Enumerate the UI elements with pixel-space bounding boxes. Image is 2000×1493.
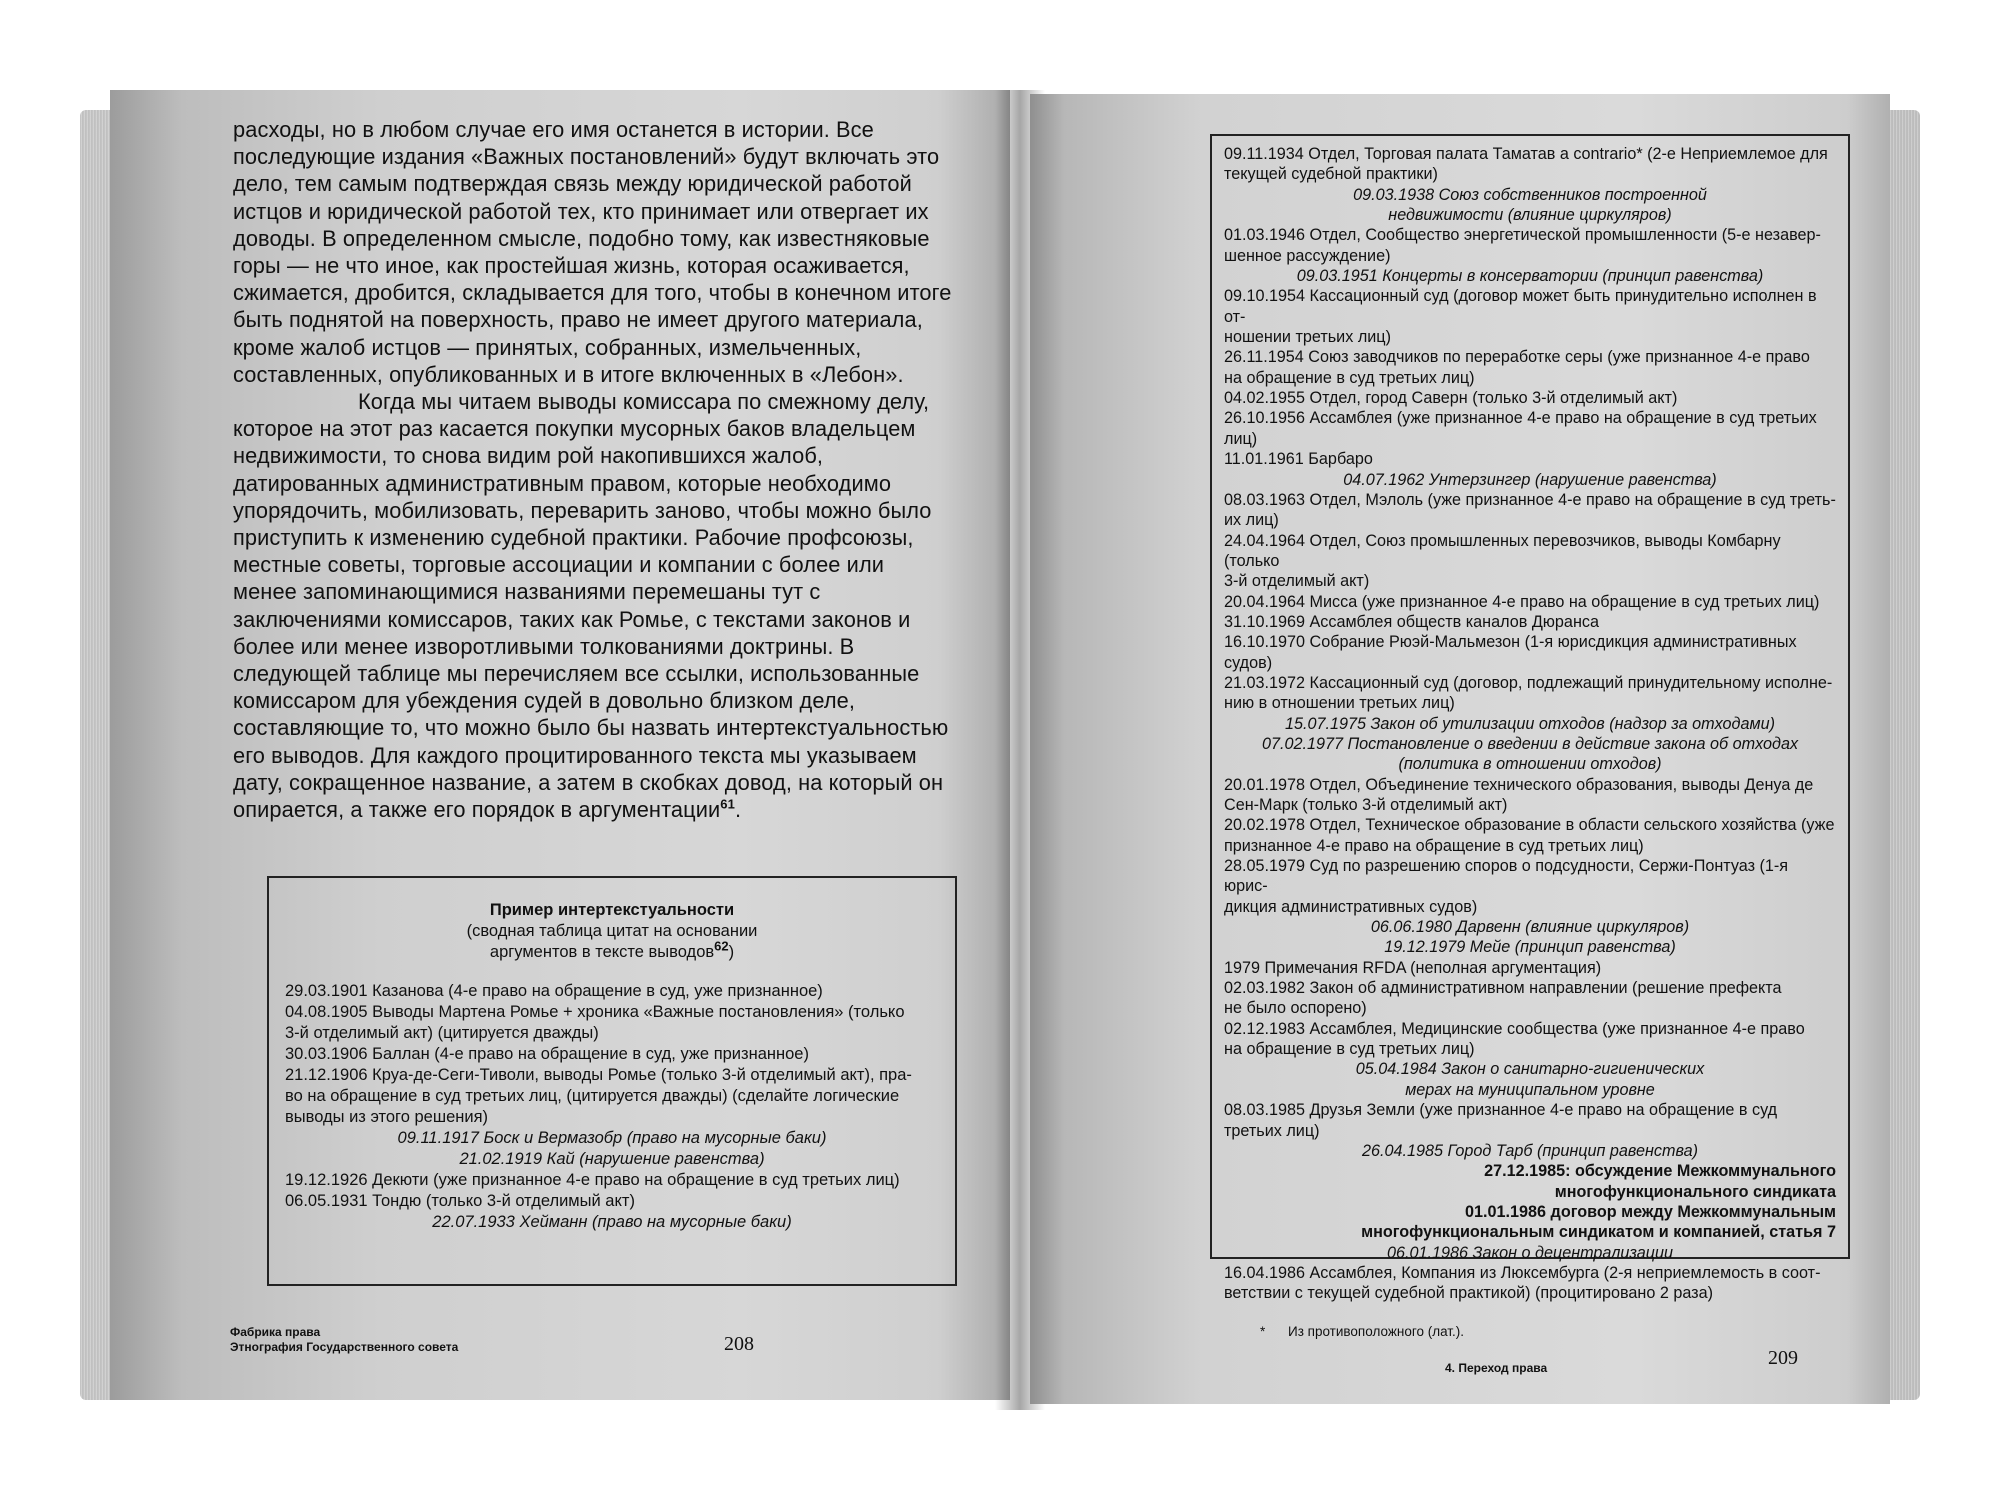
citation-line: их лиц) xyxy=(1224,511,1279,530)
left-page xyxy=(110,90,1010,1400)
citation-line: 05.04.1984 Закон о санитарно-гигиенических xyxy=(1355,1060,1705,1079)
citation-line: многофункционального синдиката xyxy=(1554,1182,1836,1201)
footnote xyxy=(1224,1322,1836,1342)
page-number-right: 209 xyxy=(1768,1347,1798,1369)
citation-line: шенное рассуждение) xyxy=(1224,246,1391,265)
left-running-footer xyxy=(230,1325,458,1355)
citation-line: 08.03.1963 Отдел, Мэлоль (уже признанное 4-е право на обращение в суд треть- xyxy=(1224,490,1836,509)
list-item: во на обращение в суд третьих лиц, (цитируется дважды) (сделайте логические xyxy=(285,1087,900,1105)
citation-line: 08.03.1985 Друзья Земли (уже признанное 4-е право на обращение в суд третьих лиц) xyxy=(1224,1101,1778,1140)
book-subtitle: Этнография Государственного совета xyxy=(230,1340,459,1354)
list-item-italic: 09.11.1917 Боск и Вермазобр (право на мусорные баки) xyxy=(397,1129,827,1147)
page-number-left: 208 xyxy=(724,1333,754,1355)
citation-line: 11.01.1961 Барбаро xyxy=(1224,450,1373,469)
footnote-ref-61: 61 xyxy=(720,796,735,812)
citation-line: не было оспорено) xyxy=(1224,999,1367,1018)
citation-line: 28.05.1979 Суд по разрешению споров о подсудности, Сержи-Понтуаз (1-я юрис- xyxy=(1224,857,1789,896)
citation-line: 21.03.1972 Кассационный суд (договор, подлежащий принудительному исполне- xyxy=(1224,673,1833,692)
citation-line: 20.04.1964 Мисса (уже признанное 4-е право на обращение в суд третьих лиц) xyxy=(1224,592,1820,611)
intertextuality-box xyxy=(267,876,957,1286)
citation-line: 09.03.1951 Концерты в консерватории (принцип равенства) xyxy=(1296,267,1764,286)
citation-line: 04.07.1962 Унтерзингер (нарушение равенства) xyxy=(1343,470,1717,489)
citation-line: Сен-Марк (только 3-й отделимый акт) xyxy=(1224,796,1508,814)
citation-line: 1979 Примечания RFDA (неполная аргументация) xyxy=(1224,958,1602,977)
citation-line: 24.04.1964 Отдел, Союз промышленных перевозчиков, выводы Комбарну (только xyxy=(1224,531,1781,570)
citation-line: 09.03.1938 Союз собственников построенной xyxy=(1353,185,1707,204)
citation-line: признанное 4-е право на обращение в суд третьих лиц) xyxy=(1224,836,1644,855)
citation-line: 31.10.1969 Ассамблея обществ каналов Дюранса xyxy=(1224,612,1599,631)
paragraph-2: Когда мы читаем выводы комиссара по смежному делу, которое на этот раз касается покупки мусорных баков владельцем недвижимости, то снова видим рой накопившихся жалоб, датированных административным правом, которые необходимо упорядочить, мобилизовать, переварить заново, чтобы можно было приступить к изменению судебной практики. Рабочие профсоюзы, местные советы, торговые ассоциации и компании с более или менее запоминающимися названиями перемешаны тут с заключениями комиссаров, таких как Ромье, с текстами законов и более или менее изворотливыми толкованиями доктрины. В следующей таблице мы перечисляем все ссылки, использованные комиссаром для убеждения судей в довольно близком деле, составляющие то, что можно было бы назвать интертекстуальностью его выводов. Для каждого процитированного текста мы указываем дату, сокращенное название, а затем в скобках довод, на который он опирается, а также его порядок в аргументации$^{61}$. xyxy=(233,389,949,823)
footnote-ref-62: 62 xyxy=(714,938,729,954)
citation-line: 04.02.1955 Отдел, город Саверн (только 3-й отделимый акт) xyxy=(1224,389,1678,408)
citation-line: многофункциональным синдикатом и компанией, статья 7 xyxy=(1361,1223,1836,1242)
citation-line: на обращение в суд третьих лиц) xyxy=(1224,1040,1475,1059)
chapter-footer: 4. Переход права xyxy=(1445,1361,1548,1375)
list-item: 19.12.1926 Декюти (уже признанное 4-е право на обращение в суд третьих лиц) xyxy=(285,1171,900,1189)
footnote-text: Из противоположного (лат.). xyxy=(1288,1323,1464,1339)
citation-line: 07.02.1977 Постановление о введении в действие закона об отходах xyxy=(1261,734,1799,753)
citation-line: 01.01.1986 договор между Межкоммунальным xyxy=(1465,1202,1836,1221)
citation-line: мерах на муниципальном уровне xyxy=(1405,1080,1655,1099)
citation-line: 16.10.1970 Собрание Рюэй-Мальмезон (1-я юрисдикция административных xyxy=(1224,633,1797,652)
right-page xyxy=(1030,94,1890,1404)
citation-line: 02.12.1983 Ассамблея, Медицинские сообщества (уже признанное 4-е право xyxy=(1224,1019,1805,1038)
citation-line: 27.12.1985: обсуждение Межкоммунального xyxy=(1484,1162,1836,1181)
box-subtitle-close: ) xyxy=(728,943,735,961)
citation-line: судов) xyxy=(1224,653,1273,672)
list-item: 06.05.1931 Тондю (только 3-й отделимый акт) xyxy=(285,1192,635,1210)
box-subtitle-1: (сводная таблица цитат на основании xyxy=(466,922,758,940)
open-book xyxy=(70,90,1930,1410)
citation-line: 01.03.1946 Отдел, Сообщество энергетической промышленности (5-е незавер- xyxy=(1224,226,1821,245)
citation-line: текущей судебной практики) xyxy=(1224,165,1438,184)
citation-line: 16.04.1986 Ассамблея, Компания из Люксембурга (2-я неприемлемость в соот- xyxy=(1224,1263,1821,1282)
box-subtitle-2-text: аргументов в тексте выводов xyxy=(489,943,715,961)
citation-line: на обращение в суд третьих лиц) xyxy=(1224,368,1475,387)
citation-line: 06.01.1986 Закон о децентрализации xyxy=(1387,1243,1673,1262)
left-body-text xyxy=(233,116,953,823)
citation-line: недвижимости (влияние циркуляров) xyxy=(1388,206,1672,225)
citation-line: дикция административных судов) xyxy=(1224,897,1478,916)
box-title: Пример интертекстуальности xyxy=(489,901,735,919)
citation-line: нию в отношении третьих лиц) xyxy=(1224,694,1455,713)
citation-line: (политика в отношении отходов) xyxy=(1398,755,1662,774)
paragraph-2-text: Когда мы читаем выводы комиссара по смежному делу, которое на этот раз касается покупки мусорных баков владельцем недвижимости, то снова видим рой накопившихся жалоб, датированных административным правом, которые необходимо упорядочить, мобилизовать, переварить заново, чтобы можно было приступить к изменению судебной практики. Рабочие профсоюзы, местные советы, торговые ассоциации и компании с более или менее запоминающимися названиями перемешаны тут с заключениями комиссаров, таких как Ромье, с текстами законов и более или менее изворотливыми толкованиями доктрины. В следующей таблице мы перечисляем все ссылки, использованные комиссаром для убеждения судей в довольно близком деле, составляющие то, что можно было бы назвать интертекстуальностью его выводов. Для каждого процитированного текста мы указываем дату, сокращенное название, а затем в скобках довод, на который он опирается, а также его порядок в аргументации xyxy=(233,389,949,823)
list-item: 3-й отделимый акт) (цитируется дважды) xyxy=(285,1024,599,1042)
citation-line: 19.12.1979 Мейе (принцип равенства) xyxy=(1384,938,1676,957)
citation-line: 02.03.1982 Закон об административном направлении (решение префекта xyxy=(1224,979,1782,998)
citation-line: 09.11.1934 Отдел, Торговая палата Таматав a contrario* (2-е Неприемлемое для xyxy=(1224,145,1828,163)
list-item: 30.03.1906 Баллан (4-е право на обращение в суд, уже признанное) xyxy=(285,1045,809,1063)
footnote-mark: * xyxy=(1260,1323,1266,1339)
book-title: Фабрика права xyxy=(230,1325,321,1339)
citation-line: 26.10.1956 Ассамблея (уже признанное 4-е право на обращение в суд третьих лиц) xyxy=(1224,409,1817,448)
citation-line: 15.07.1975 Закон об утилизации отходов (надзор за отходами) xyxy=(1284,714,1775,733)
citations-box xyxy=(1210,134,1850,1339)
citation-line: 20.02.1978 Отдел, Техническое образование в области сельского хозяйства (уже xyxy=(1224,816,1835,835)
citation-line: 26.04.1985 Город Тарб (принцип равенства) xyxy=(1362,1141,1698,1160)
list-item: 29.03.1901 Казанова (4-е право на обращение в суд, уже признанное) xyxy=(285,982,823,1000)
box-subtitle-2 xyxy=(285,938,939,963)
list-item-italic: 22.07.1933 Хейманн (право на мусорные баки) xyxy=(432,1213,792,1231)
citation-line: 06.06.1980 Дарвенн (влияние циркуляров) xyxy=(1370,918,1690,937)
citation-line: 20.01.1978 Отдел, Объединение технического образования, выводы Денуа де xyxy=(1224,775,1814,794)
citation-line: 09.10.1954 Кассационный суд (договор может быть принудительно исполнен в от- xyxy=(1224,287,1817,326)
list-item: 04.08.1905 Выводы Мартена Ромье + хроника «Важные постановления» (только xyxy=(285,1003,905,1021)
paragraph-1: расходы, но в любом случае его имя останется в истории. Все последующие издания «Важных постановлений» будут включать это дело, тем самым подтверждая связь между юридической работой истцов и юридической работой тех, кто принимает или отвергает их доводы. В определенном смысле, подобно тому, как известняковые горы — не что иное, как простейшая жизнь, которая осаживается, сжимается, дробится, складывается для того, чтобы в конечном итоге быть поднятой на поверхность, право не имеет другого материала, кроме жалоб истцов — принятых, собранных, измельченных, составленных, опубликованных и в итоге включенных в «Лебон». xyxy=(233,117,952,387)
list-item: выводы из этого решения) xyxy=(285,1108,489,1126)
list-item-italic: 21.02.1919 Кай (нарушение равенства) xyxy=(459,1150,765,1168)
list-item: 21.12.1906 Круа-де-Сеги-Тиволи, выводы Ромье (только 3-й отделимый акт), пра- xyxy=(285,1066,912,1084)
citation-line: 26.11.1954 Союз заводчиков по переработке серы (уже признанное 4-е право xyxy=(1224,348,1810,367)
citation-line: ветствии с текущей судебной практикой) (процитировано 2 раза) xyxy=(1224,1284,1713,1303)
citation-line: 3-й отделимый акт) xyxy=(1224,572,1370,591)
citation-line: ношении третьих лиц) xyxy=(1224,328,1391,347)
